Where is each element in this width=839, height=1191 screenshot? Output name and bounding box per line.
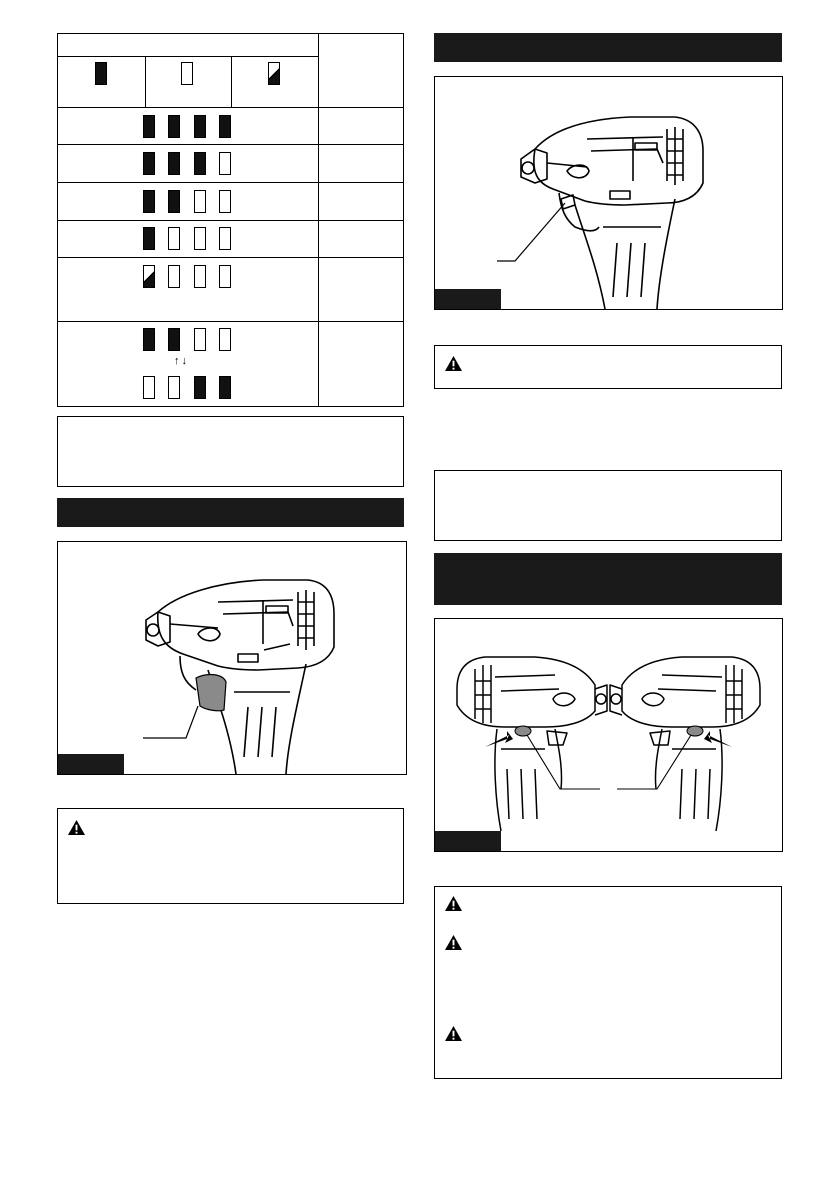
reversing-switch-right-highlight <box>687 726 703 736</box>
lamp <box>194 227 206 250</box>
section-heading-bar <box>434 33 782 62</box>
impact-driver-illustration <box>435 77 782 309</box>
figure-switch-trigger <box>57 541 407 775</box>
warning-triangle-icon <box>444 355 463 372</box>
lamp <box>194 328 206 351</box>
lamp <box>143 190 155 213</box>
lamp <box>168 265 180 288</box>
warning-triangle-icon <box>444 1025 463 1042</box>
lamp <box>219 227 231 250</box>
figure-label <box>435 289 501 309</box>
lamp <box>219 152 231 175</box>
table-divider <box>58 257 403 258</box>
lamp <box>168 115 180 138</box>
table-divider <box>145 56 146 107</box>
table-divider <box>58 144 403 145</box>
warning-triangle-icon <box>444 934 463 951</box>
lamp <box>168 152 180 175</box>
note-box <box>434 470 782 541</box>
impact-driver-two-views-illustration <box>435 619 782 851</box>
lamp <box>219 376 231 399</box>
lamp <box>194 265 206 288</box>
lamp <box>168 376 180 399</box>
lamp <box>143 328 155 351</box>
lamp <box>219 265 231 288</box>
warning-triangle-icon <box>67 819 86 836</box>
caution-box <box>57 808 404 904</box>
lamp <box>194 115 206 138</box>
caution-box <box>434 345 782 389</box>
table-divider <box>58 107 403 108</box>
lamp <box>143 376 155 399</box>
table-divider <box>58 56 318 57</box>
table-divider <box>58 321 403 322</box>
legend-lamp-on <box>95 62 107 85</box>
lamp <box>168 328 180 351</box>
lamp <box>219 190 231 213</box>
reversing-switch-left-highlight <box>515 726 531 736</box>
lamp <box>219 115 231 138</box>
section-heading-bar <box>57 498 404 527</box>
table-divider <box>58 182 403 183</box>
switch-trigger-highlight <box>196 675 226 711</box>
legend-lamp-off <box>181 62 193 85</box>
lamp <box>168 190 180 213</box>
push-arrow-icon <box>485 731 513 747</box>
impact-driver-illustration <box>58 542 406 774</box>
lamp <box>143 152 155 175</box>
figure-label <box>435 831 501 851</box>
figure-reversing-switch <box>434 76 783 310</box>
battery-indicator-table <box>57 33 404 407</box>
legend-lamp-blinking <box>268 62 280 85</box>
lamp <box>143 115 155 138</box>
note-box <box>57 416 404 487</box>
lamp <box>219 328 231 351</box>
figure-reversing-switch-both-sides <box>434 618 783 852</box>
lamp <box>194 190 206 213</box>
caution-box <box>434 886 782 1079</box>
lamp <box>143 227 155 250</box>
figure-label <box>58 754 124 774</box>
table-divider <box>58 220 403 221</box>
lamp <box>168 227 180 250</box>
push-arrow-icon <box>704 731 732 747</box>
lamp <box>194 152 206 175</box>
lamp <box>143 265 155 288</box>
warning-triangle-icon <box>444 895 463 912</box>
lamp <box>194 376 206 399</box>
section-heading-bar <box>434 553 782 605</box>
up-down-arrows-icon: ↑↓ <box>174 355 189 367</box>
table-divider <box>231 56 232 107</box>
